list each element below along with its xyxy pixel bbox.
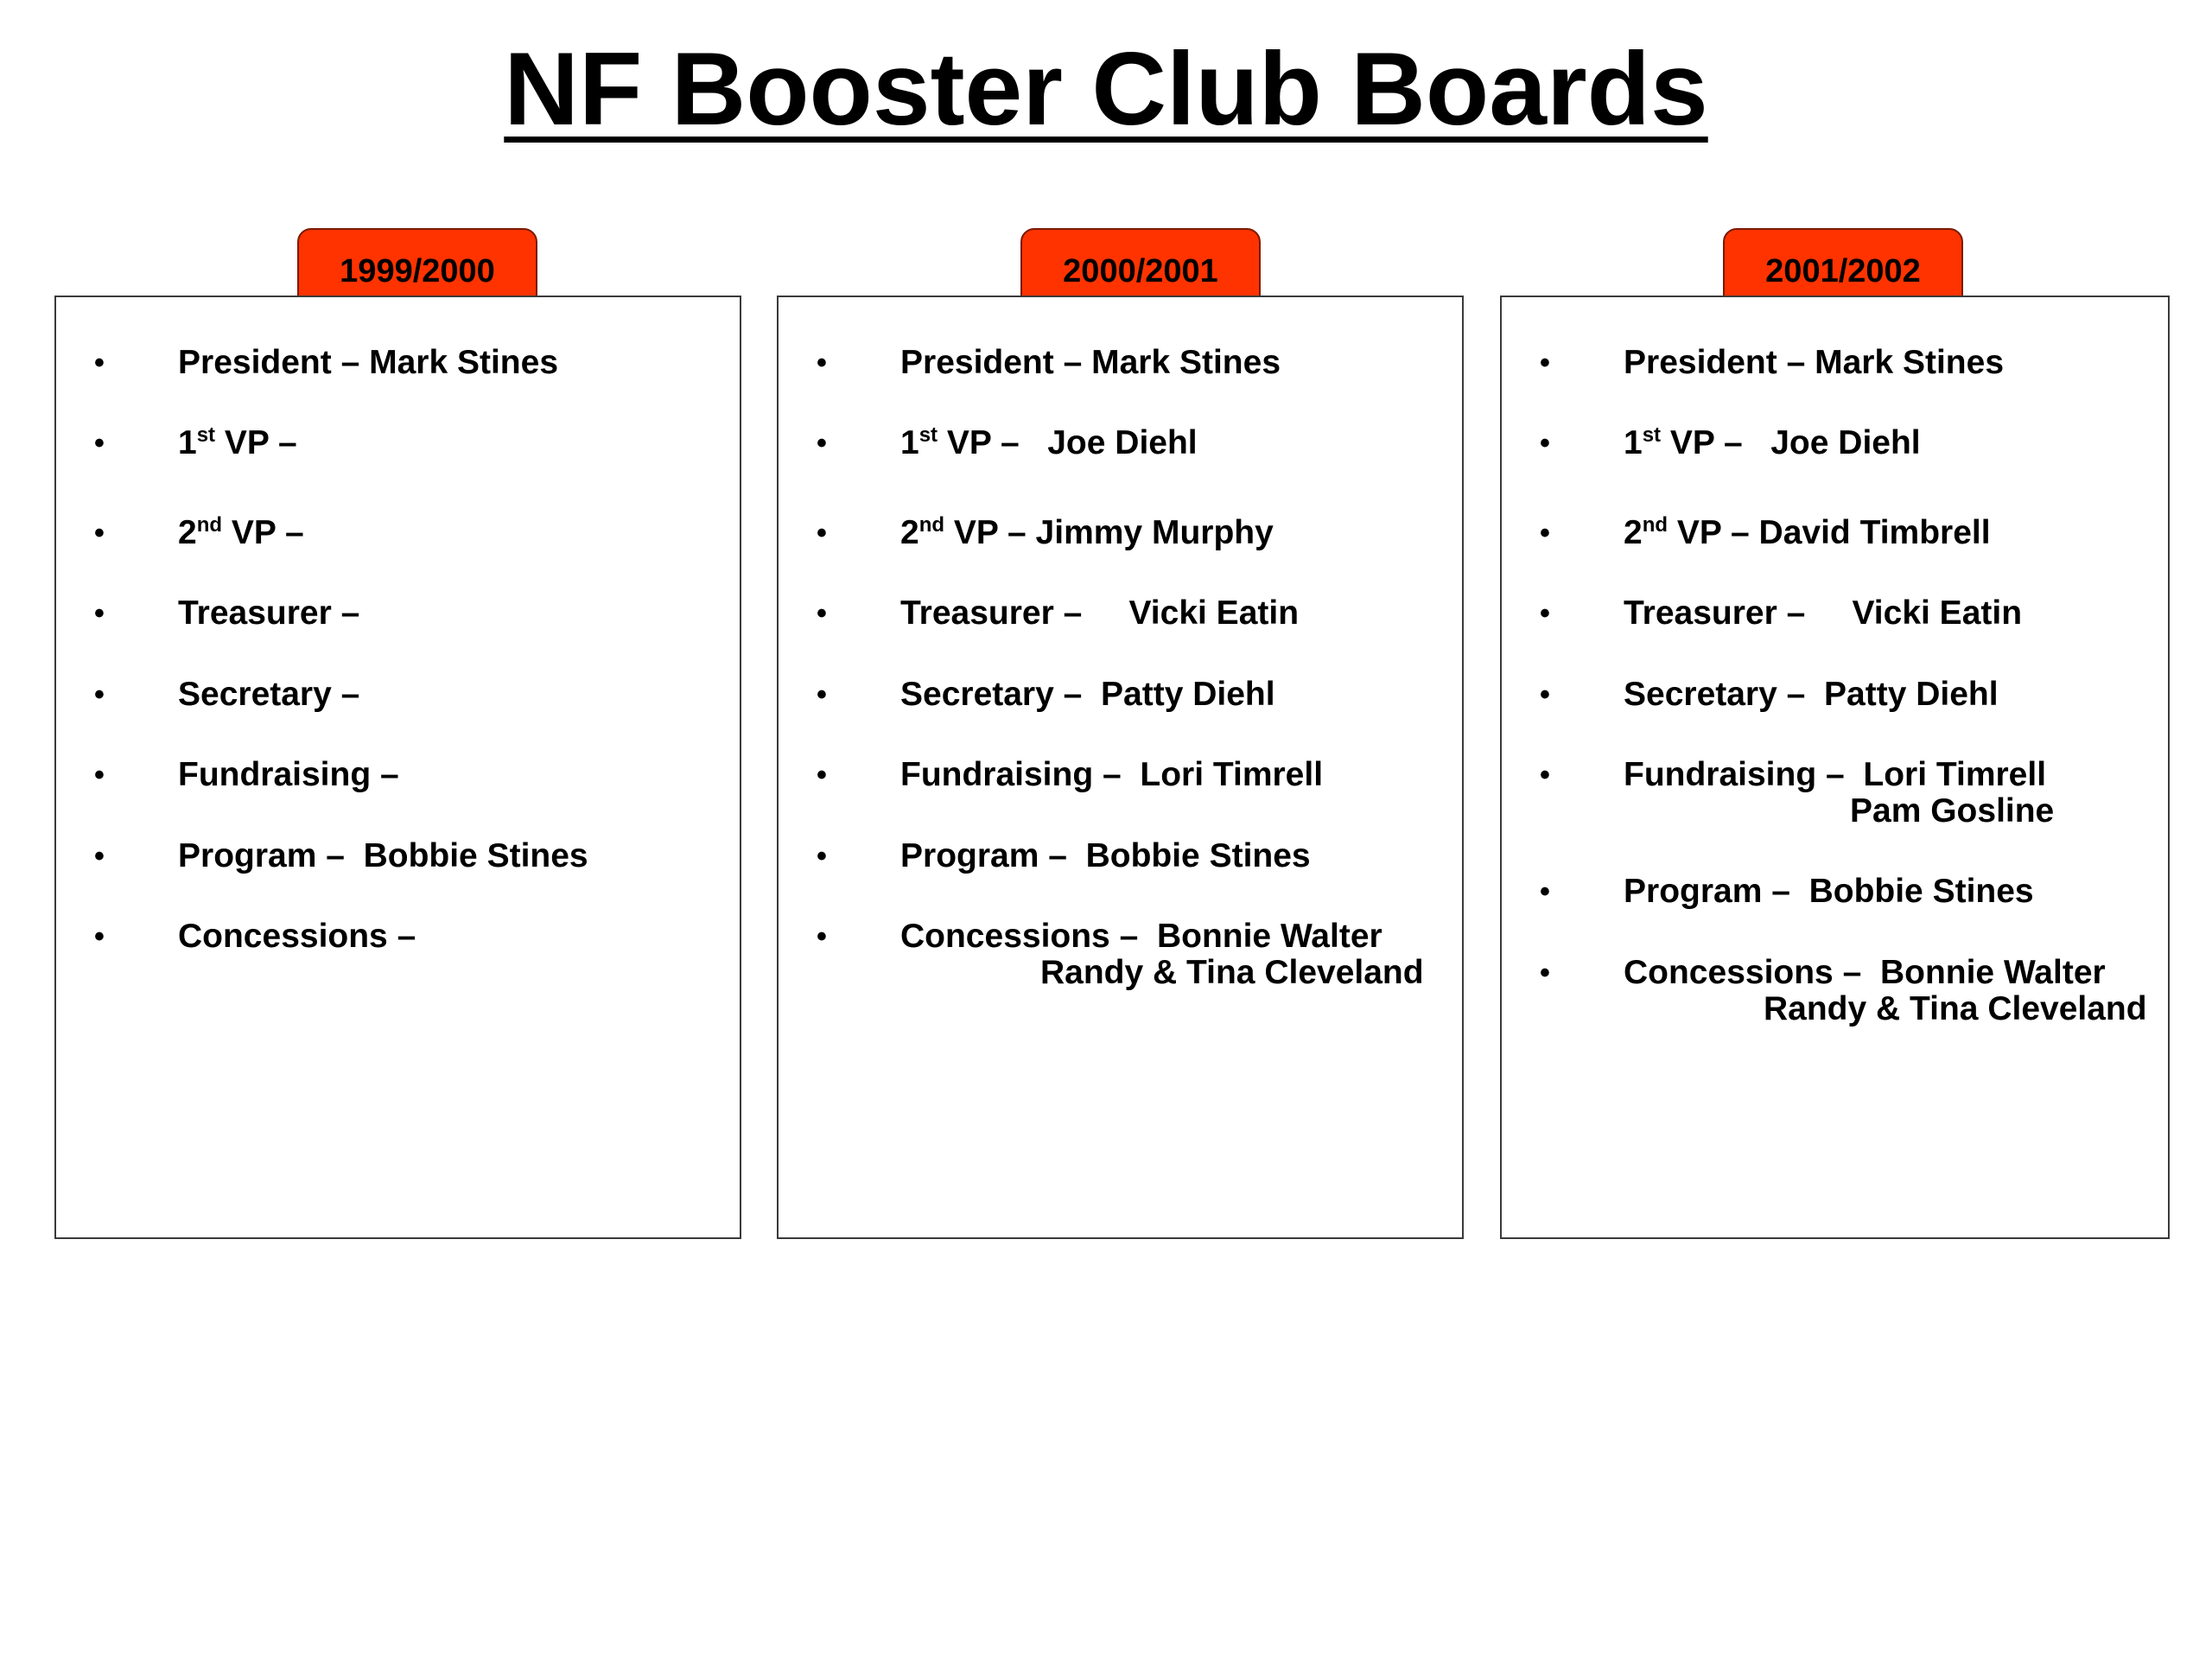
bullet-icon: • (817, 840, 827, 873)
board-member-item (779, 677, 1462, 713)
member-name: David Timbrell (1749, 514, 1991, 551)
member-name: Bonnie Walter (1861, 954, 2106, 991)
member-name: Lori Timrell (1844, 756, 2047, 793)
page-title: NF Booster Club Boards (504, 31, 1708, 147)
board-member-item (1502, 757, 2168, 830)
role-label: 2nd VP – (1624, 513, 1750, 551)
bullet-icon: • (817, 597, 827, 630)
member-name: Vicki Eatin (1805, 594, 2023, 632)
member-name: Vicki Eatin (1082, 594, 1300, 632)
board-member-item (779, 838, 1462, 874)
board-panel (54, 296, 741, 1239)
member-name: Jimmy Murphy (1026, 514, 1274, 551)
member-name-continued: Randy & Tina Cleveland (1764, 990, 2147, 1027)
board-member-item (56, 425, 740, 461)
role-label: Treasurer – (1624, 594, 1806, 632)
bullet-icon: • (817, 759, 827, 791)
member-name: Lori Timrell (1121, 756, 1324, 793)
bullet-icon: • (94, 427, 105, 460)
board-member-item (56, 838, 740, 874)
role-label: Treasurer – (900, 594, 1083, 632)
board-member-item (1502, 425, 2168, 461)
role-label: President – Mark Stines (900, 344, 1281, 381)
bullet-icon: • (1540, 597, 1550, 630)
board-year-tab: 1999/2000 (297, 228, 537, 315)
board-panel (777, 296, 1464, 1239)
bullet-icon: • (1540, 678, 1550, 711)
bullet-icon: • (817, 427, 827, 460)
role-label: President – Mark Stines (178, 344, 559, 381)
board-member-item (779, 757, 1462, 793)
bullet-icon: • (94, 840, 105, 873)
bullet-icon: • (94, 346, 105, 379)
board-member-item (56, 595, 740, 632)
bullet-icon: • (817, 920, 827, 953)
member-name: Bobbie Stines (1066, 837, 1311, 874)
bullet-icon: • (94, 597, 105, 630)
bullet-icon: • (94, 920, 105, 953)
role-label: Treasurer – (178, 594, 360, 632)
role-label: Program – (1624, 873, 1790, 910)
bullet-icon: • (1540, 875, 1550, 908)
role-label: Fundraising – (178, 756, 399, 793)
board-member-item (56, 345, 740, 381)
board-member-item (56, 918, 740, 955)
role-label: Fundraising – (1624, 756, 1845, 793)
role-label: 2nd VP – (900, 513, 1027, 551)
role-label: Fundraising – (900, 756, 1122, 793)
member-name: Joe Diehl (1019, 424, 1198, 461)
role-label: Concessions – (178, 918, 416, 955)
bullet-icon: • (817, 517, 827, 550)
board-member-item (779, 425, 1462, 461)
bullet-icon: • (94, 517, 105, 550)
member-name: Patty Diehl (1805, 676, 1999, 713)
board-member-item (779, 595, 1462, 632)
bullet-icon: • (1540, 427, 1550, 460)
role-label: 1st VP – (1624, 423, 1743, 461)
member-name: Bonnie Walter (1138, 918, 1382, 955)
board-panel (1500, 296, 2170, 1239)
role-label: Secretary – (178, 676, 360, 713)
role-label: 1st VP – (900, 423, 1020, 461)
board-year-tab: 2000/2001 (1020, 228, 1261, 315)
board-year-tab: 2001/2002 (1723, 228, 1963, 315)
board-member-item (1502, 595, 2168, 632)
board-member-item (1502, 955, 2168, 1027)
bullet-icon: • (817, 678, 827, 711)
role-label: Program – (900, 837, 1067, 874)
member-name: Bobbie Stines (344, 837, 588, 874)
board-member-item (1502, 874, 2168, 910)
member-name: Joe Diehl (1742, 424, 1921, 461)
board-member-item (56, 677, 740, 713)
bullet-icon: • (817, 346, 827, 379)
role-label: Secretary – (900, 676, 1083, 713)
role-label: 1st VP – (178, 423, 297, 461)
bullet-icon: • (1540, 759, 1550, 791)
member-name: Patty Diehl (1082, 676, 1275, 713)
member-name-continued: Pam Gosline (1850, 792, 2055, 830)
role-label: Concessions – (1624, 954, 1862, 991)
bullet-icon: • (94, 678, 105, 711)
bullet-icon: • (1540, 346, 1550, 379)
role-label: President – Mark Stines (1624, 344, 2005, 381)
member-name-continued: Randy & Tina Cleveland (1040, 954, 1424, 991)
bullet-icon: • (1540, 957, 1550, 989)
board-member-item (1502, 677, 2168, 713)
board-member-item (779, 918, 1462, 991)
board-member-item (56, 757, 740, 793)
role-label: Secretary – (1624, 676, 1806, 713)
role-label: Concessions – (900, 918, 1139, 955)
role-label: Program – (178, 837, 345, 874)
bullet-icon: • (1540, 517, 1550, 550)
board-member-item (1502, 345, 2168, 381)
member-name: Bobbie Stines (1789, 873, 2034, 910)
bullet-icon: • (94, 759, 105, 791)
board-member-item (56, 515, 740, 551)
board-member-item (1502, 515, 2168, 551)
board-member-item (779, 345, 1462, 381)
role-label: 2nd VP – (178, 513, 304, 551)
board-member-item (779, 515, 1462, 551)
